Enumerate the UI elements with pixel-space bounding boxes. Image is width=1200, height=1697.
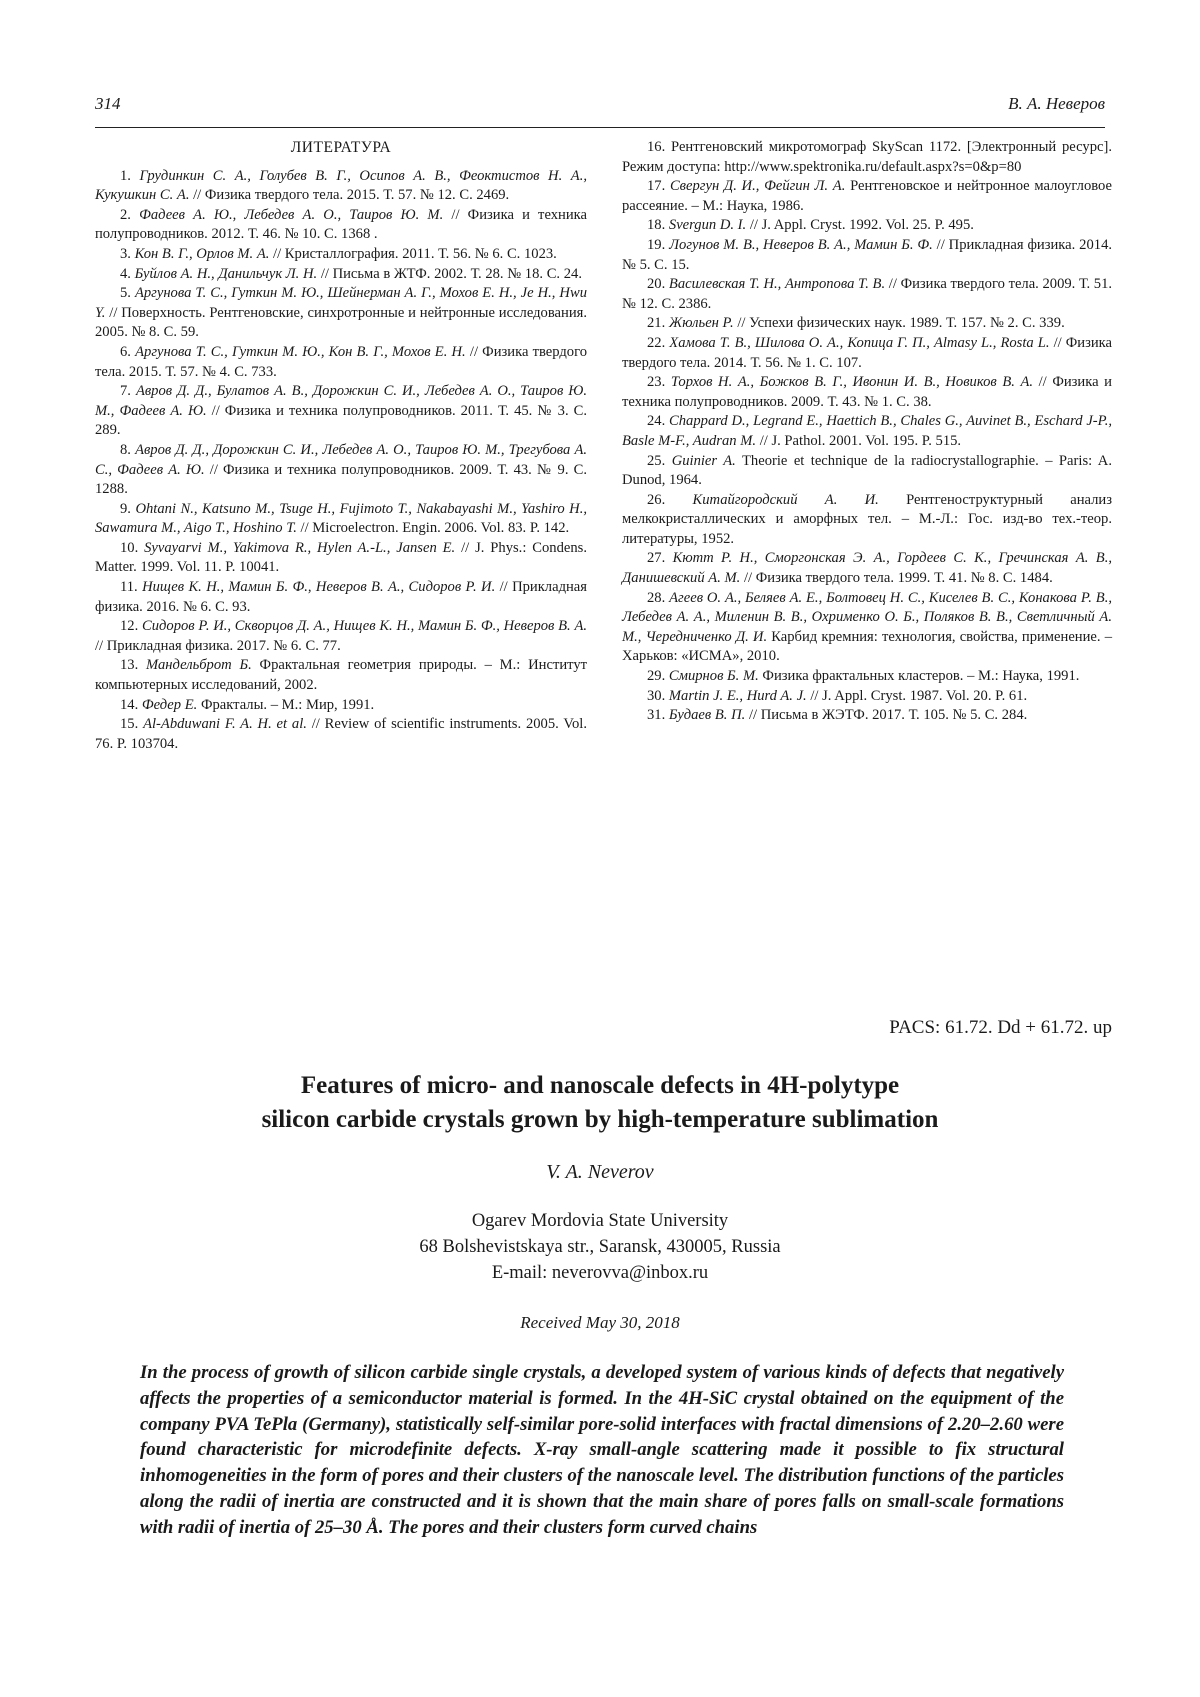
reference-item [95, 656, 587, 695]
reference-source: // Прикладная физика. 2017. № 6. С. 77. [95, 638, 341, 654]
reference-source: // J. Appl. Cryst. 1992. Vol. 25. P. 495. [746, 217, 974, 233]
reference-number: 6. [120, 344, 135, 360]
reference-item [622, 138, 1112, 177]
reference-item [95, 245, 587, 265]
reference-authors: Guinier A. [672, 453, 736, 469]
reference-item [622, 667, 1112, 687]
reference-authors: Фадеев А. Ю., Лебедев А. О., Таиров Ю. М. [139, 207, 443, 223]
reference-number: 4. [120, 266, 135, 282]
references-list-right [622, 138, 1112, 726]
reference-number: 15. [120, 716, 143, 732]
reference-number: 24. [647, 413, 669, 429]
running-author: В. А. Неверов [1008, 94, 1105, 114]
reference-source: Физика фрактальных кластеров. – М.: Наука, 1991. [759, 668, 1080, 684]
reference-source: // Физика твердого тела. 2014. Т. 56. № 1. С. 107. [622, 335, 1112, 371]
reference-source: // Физика и техника полупроводников. 2009. Т. 43. № 9. С. 1288. [95, 462, 587, 498]
reference-authors: Мандельброт Б. [146, 657, 252, 673]
reference-source: // Поверхность. Рентгеновские, синхротронные и нейтронные исследования. 2005. № 8. С. 59. [95, 305, 587, 341]
reference-source: Рентгеноструктурный анализ мелкокристаллических и аморфных тел. – М.-Л.: Гос. изд-во тех.-теор. литературы, 1952. [622, 492, 1112, 547]
reference-item [95, 578, 587, 617]
reference-number: 5. [120, 285, 135, 301]
reference-authors: Логунов М. В., Неверов В. А., Мамин Б. Ф. [669, 237, 933, 253]
reference-number: 9. [120, 501, 135, 517]
article-title [140, 1069, 1060, 1137]
reference-item [622, 549, 1112, 588]
references-right-column [622, 138, 1112, 726]
reference-authors: Кон В. Г., Орлов М. А. [135, 246, 270, 262]
reference-authors: Аргунова Т. С., Гуткин М. Ю., Кон В. Г., Мохов Е. Н. [135, 344, 466, 360]
reference-item [95, 343, 587, 382]
reference-source: Фрактальная геометрия природы. – М.: Институт компьютерных исследований, 2002. [95, 657, 587, 693]
reference-number: 3. [120, 246, 135, 262]
reference-item [622, 314, 1112, 334]
affiliation-address: 68 Bolshevistskaya str., Saransk, 430005, Russia [0, 1234, 1200, 1260]
reference-number: 7. [120, 383, 136, 399]
reference-item [95, 500, 587, 539]
header-rule [95, 127, 1105, 128]
reference-source: // Прикладная физика. 2016. № 6. С. 93. [95, 579, 587, 615]
reference-authors: Al-Abduwani F. A. H. et al. [143, 716, 307, 732]
reference-authors: Сидоров Р. И., Скворцов Д. А., Нищев К. Н., Мамин Б. Ф., Неверов В. А. [142, 618, 587, 634]
reference-source: // Кристаллография. 2011. Т. 56. № 6. С. 1023. [269, 246, 556, 262]
reference-authors: Федер Е. [142, 697, 197, 713]
reference-number: 11. [120, 579, 142, 595]
reference-item [95, 696, 587, 716]
reference-source: // Успехи физических наук. 1989. Т. 157. № 2. С. 339. [734, 315, 1065, 331]
reference-item [622, 334, 1112, 373]
reference-number: 18. [647, 217, 669, 233]
references-list-left [95, 167, 587, 755]
affiliation-university: Ogarev Mordovia State University [0, 1208, 1200, 1234]
reference-number: 29. [647, 668, 669, 684]
reference-item [622, 589, 1112, 667]
reference-authors: Кютт Р. Н., Сморгонская Э. А., Гордеев С. К., Гречинская А. В., Данишевский А. М. [622, 550, 1112, 586]
reference-source: Фракталы. – М.: Мир, 1991. [197, 697, 374, 713]
reference-source: // Физика твердого тела. 1999. Т. 41. № 8. С. 1484. [740, 570, 1052, 586]
reference-source: // Review of scientific instruments. 2005. Vol. 76. P. 103704. [95, 716, 587, 752]
reference-authors: Martin J. E., Hurd A. J. [669, 688, 807, 704]
reference-item [95, 617, 587, 656]
reference-source: // J. Pathol. 2001. Vol. 195. P. 515. [756, 433, 961, 449]
reference-item [95, 715, 587, 754]
reference-number: 2. [120, 207, 139, 223]
affiliation-email: E-mail: neverovva@inbox.ru [0, 1260, 1200, 1286]
reference-source: Рентгеновское и нейтронное малоугловое рассеяние. – М.: Наука, 1986. [622, 178, 1112, 214]
reference-authors: Нищев К. Н., Мамин Б. Ф., Неверов В. А., Сидоров Р. И. [142, 579, 495, 595]
pacs-code: PACS: 61.72. Dd + 61.72. up [889, 1017, 1112, 1039]
reference-number: 26. [647, 492, 693, 508]
reference-authors: Ohtani N., Katsuno M., Tsuge H., Fujimoto T., Nakabayashi M., Yashiro H., Sawamura M., Aigo T., Hoshino T. [95, 501, 587, 537]
reference-number: 8. [120, 442, 135, 458]
reference-authors: Авров Д. Д., Дорожкин С. И., Лебедев А. О., Таиров Ю. М., Трегубова А. С., Фадеев А. Ю. [95, 442, 587, 478]
reference-authors: Авров Д. Д., Булатов А. В., Дорожкин С. И., Лебедев А. О., Таиров Ю. М., Фадеев А. Ю. [95, 383, 587, 419]
reference-item [95, 539, 587, 578]
reference-source: // Физика твердого тела. 2015. Т. 57. № 4. С. 733. [95, 344, 587, 380]
reference-number: 17. [647, 178, 670, 194]
affiliation [0, 1208, 1200, 1286]
reference-authors: Хамова Т. В., Шилова О. А., Копица Г. П., Almasy L., Rosta L. [669, 335, 1049, 351]
reference-source: // J. Appl. Cryst. 1987. Vol. 20. P. 61. [807, 688, 1027, 704]
abstract: In the process of growth of silicon carbide single crystals, a developed system of various kinds of defects that negatively affects the properties of a semiconductor material is formed. In the 4H-SiC crystal obtained on the equipment of the company PVA TePla (Germany), statistically self-similar pore-solid interfaces with fractal dimensions of 2.20–2.60 were found characteristic for microdefinite defects. X-ray small-angle scattering made it possible to fix structural inhomogeneities in the form of pores and their clusters of the nanoscale level. The distribution functions of the particles along the radii of inertia are constructed and it is shown that the main share of pores falls on small-scale formations with radii of inertia of 25–30 Å. The pores and their clusters form curved chains [140, 1360, 1064, 1541]
reference-source: Карбид кремния: технология, свойства, применение. – Харьков: «ИСМА», 2010. [622, 629, 1112, 665]
reference-item [95, 284, 587, 343]
reference-item [622, 236, 1112, 275]
article-author: V. A. Neverov [0, 1161, 1200, 1184]
reference-source: // Письма в ЖЭТФ. 2017. Т. 105. № 5. С. 284. [745, 707, 1027, 723]
references-left-column [95, 138, 587, 754]
reference-source: // Физика твердого тела. 2015. Т. 57. № 12. С. 2469. [189, 187, 509, 203]
reference-number: 30. [647, 688, 669, 704]
reference-source: // Физика и техника полупроводников. 2011. Т. 45. № 3. С. 289. [95, 403, 587, 439]
reference-authors: Василевская Т. Н., Антропова Т. В. [669, 276, 885, 292]
reference-authors: Грудинкин С. А., Голубев В. Г., Осипов А. В., Феоктистов Н. А., Кукушкин С. А. [95, 168, 587, 204]
reference-authors: Будаев В. П. [669, 707, 745, 723]
reference-source: Theorie et technique de la radiocrystallographie. – Paris: A. Dunod, 1964. [622, 453, 1112, 489]
reference-number: 16. [647, 139, 671, 155]
reference-authors: Буйлов А. Н., Данильчук Л. Н. [135, 266, 318, 282]
reference-source: // Физика и техника полупроводников. 2012. Т. 46. № 10. С. 1368 . [95, 207, 587, 243]
reference-item [95, 382, 587, 441]
reference-number: 12. [120, 618, 142, 634]
reference-number: 19. [647, 237, 669, 253]
reference-item [95, 206, 587, 245]
reference-authors: Свергун Д. И., Фейгин Л. А. [670, 178, 845, 194]
reference-item [622, 412, 1112, 451]
title-line-1: Features of micro- and nanoscale defects in 4H-polytype [140, 1069, 1060, 1103]
reference-source: // J. Phys.: Condens. Matter. 1999. Vol. 11. P. 10041. [95, 540, 587, 576]
reference-authors: Syvayarvi M., Yakimova R., Hylen A.-L., Jansen E. [144, 540, 455, 556]
reference-number: 22. [647, 335, 669, 351]
reference-authors: Смирнов Б. М. [669, 668, 759, 684]
reference-number: 14. [120, 697, 142, 713]
reference-item [622, 491, 1112, 550]
reference-item [622, 216, 1112, 236]
reference-authors: Chappard D., Legrand E., Haettich B., Chales G., Auvinet B., Eschard J-P., Basle M-F., Audran M. [622, 413, 1112, 449]
reference-authors: Торхов Н. А., Божков В. Г., Ивонин И. В., Новиков В. А. [671, 374, 1033, 390]
reference-number: 20. [647, 276, 669, 292]
reference-authors: Китайгородский А. И. [693, 492, 879, 508]
reference-source: // Физика твердого тела. 2009. Т. 51. № 12. С. 2386. [622, 276, 1112, 312]
reference-item [95, 265, 587, 285]
reference-item [622, 177, 1112, 216]
title-line-2: silicon carbide crystals grown by high-temperature sublimation [140, 1103, 1060, 1137]
reference-number: 21. [647, 315, 669, 331]
reference-authors: Svergun D. I. [669, 217, 746, 233]
reference-source: // Microelectron. Engin. 2006. Vol. 83. P. 142. [297, 520, 569, 536]
running-header [95, 94, 1105, 114]
reference-authors: Жюльен Р. [669, 315, 734, 331]
reference-number: 13. [120, 657, 146, 673]
reference-item [622, 452, 1112, 491]
reference-number: 10. [120, 540, 144, 556]
reference-number: 1. [120, 168, 140, 184]
reference-item [95, 167, 587, 206]
reference-item [622, 373, 1112, 412]
received-date: Received May 30, 2018 [0, 1313, 1200, 1333]
reference-item [622, 706, 1112, 726]
reference-source: // Физика и техника полупроводников. 2009. Т. 43. № 1. С. 38. [622, 374, 1112, 410]
reference-number: 31. [647, 707, 669, 723]
references-heading: ЛИТЕРАТУРА [95, 138, 587, 158]
reference-item [622, 275, 1112, 314]
reference-item [95, 441, 587, 500]
reference-number: 27. [647, 550, 673, 566]
page-number: 314 [95, 94, 121, 114]
reference-number: 28. [647, 590, 669, 606]
reference-source: // Письма в ЖТФ. 2002. Т. 28. № 18. С. 24. [317, 266, 582, 282]
reference-source: Рентгеновский микротомограф SkyScan 1172. [Электронный ресурс]. Режим доступа: http://www.spektronika.ru/default.aspx?s=0&p=80 [622, 139, 1112, 175]
reference-authors: Аргунова Т. С., Гуткин М. Ю., Шейнерман А. Г., Мохов Е. Н., Je H., Hwu Y. [95, 285, 587, 321]
reference-authors: Агеев О. А., Беляев А. Е., Болтовец Н. С., Киселев В. С., Конакова Р. В., Лебедев А. А., Миленин В. В., Охрименко О. Б., Поляков В. В., Светличный А. М., Чередниченко Д. И. [622, 590, 1112, 645]
reference-item [622, 687, 1112, 707]
reference-source: // Прикладная физика. 2014. № 5. С. 15. [622, 237, 1112, 273]
reference-number: 23. [647, 374, 671, 390]
reference-number: 25. [647, 453, 672, 469]
